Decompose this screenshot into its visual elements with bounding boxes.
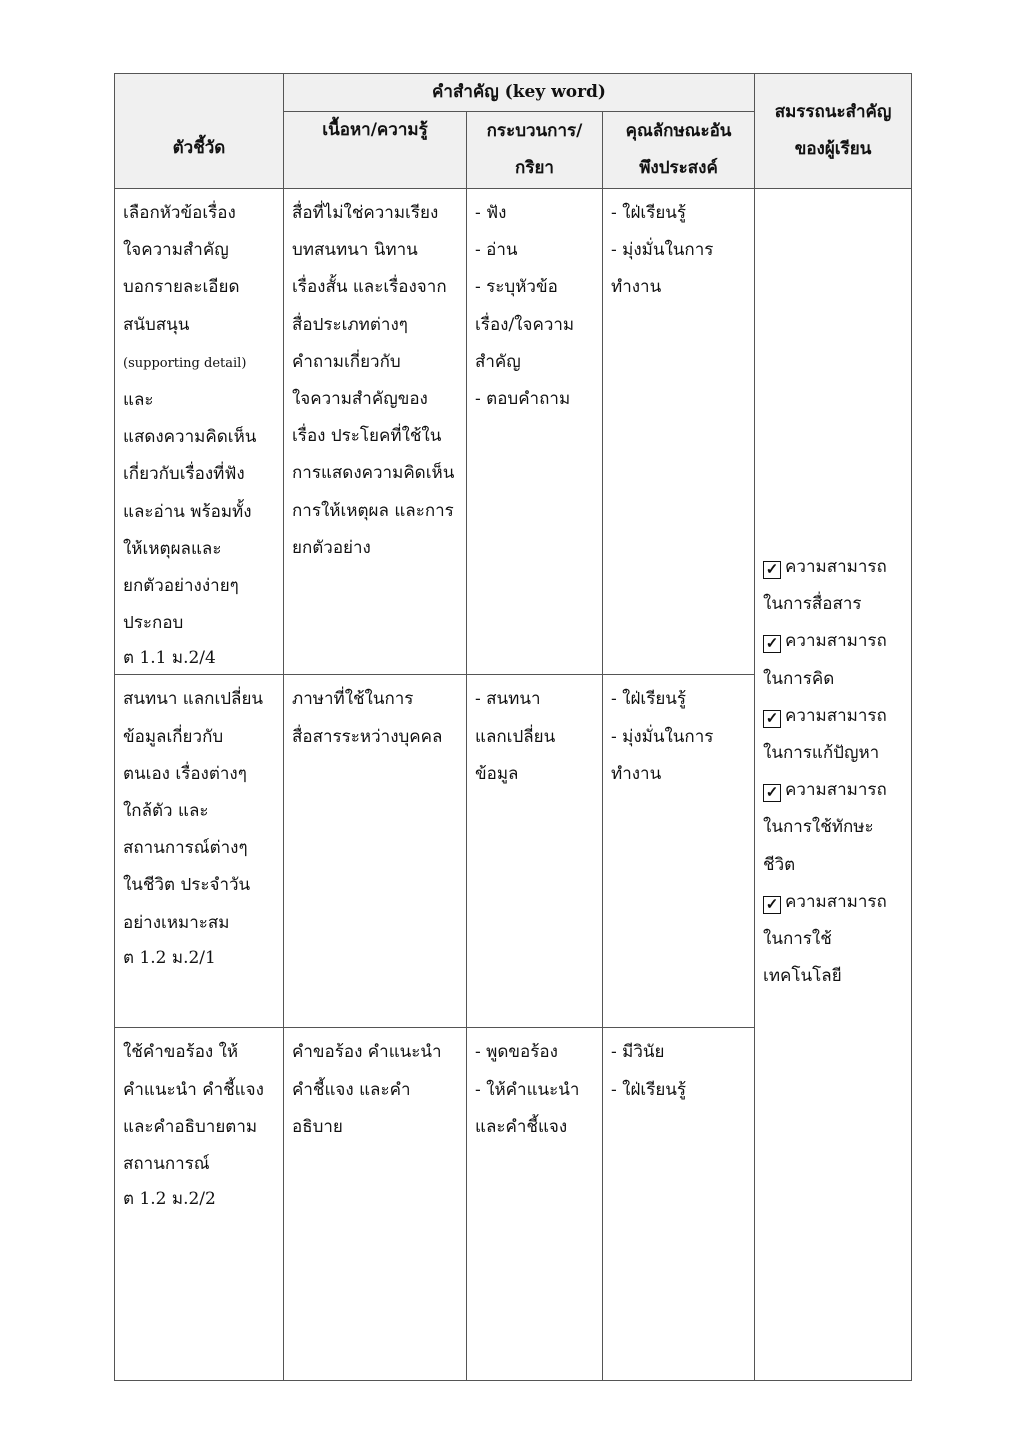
process-cell xyxy=(467,1028,603,1381)
indicator-line: ให้เหตุผลและ xyxy=(123,538,222,559)
content-line: ภาษาที่ใช้ในการ xyxy=(292,689,414,710)
content-line: คำชี้แจง และคำอธิบาย xyxy=(292,1079,411,1137)
indicator-line: สถานการณ์ xyxy=(123,1154,210,1175)
indicator-cell xyxy=(115,675,284,1028)
checked-box-icon: ✓ xyxy=(763,561,781,579)
attribute-cell xyxy=(603,1028,755,1381)
header-attribute xyxy=(603,112,755,189)
process-line: - ให้คำแนะนำ xyxy=(475,1079,580,1100)
checked-box-icon: ✓ xyxy=(763,635,781,653)
content-line: การให้เหตุผล และการ xyxy=(292,500,454,521)
indicator-code: ต 1.2 ม.2/1 xyxy=(123,947,216,968)
indicator-line: สถานการณ์ต่างๆ xyxy=(123,838,248,859)
indicator-line: คำแนะนำ คำชี้แจง xyxy=(123,1079,264,1100)
competency-line: ในการแก้ปัญหา xyxy=(763,743,880,764)
process-line: ข้อมูล xyxy=(475,763,519,784)
indicator-line: ใกล้ตัว และ xyxy=(123,801,209,822)
checked-box-icon: ✓ xyxy=(763,784,781,802)
process-line: - สนทนา xyxy=(475,689,541,710)
attribute-line: - ใฝ่เรียนรู้ xyxy=(611,689,687,710)
attribute-line: ทำงาน xyxy=(611,277,662,298)
content-line: ยกตัวอย่าง xyxy=(292,537,371,558)
competency-item xyxy=(763,623,903,660)
competency-label: ความสามารถ xyxy=(785,891,887,912)
content-line: คำขอร้อง คำแนะนำ xyxy=(292,1042,442,1063)
attribute-line: ทำงาน xyxy=(611,763,662,784)
content-line: ใจความสำคัญของ xyxy=(292,389,428,410)
header-process-line1: กระบวนการ/ xyxy=(486,121,583,141)
process-cell xyxy=(467,675,603,1028)
indicator-line: และอ่าน พร้อมทั้ง xyxy=(123,501,252,522)
indicator-line: ใจความสำคัญ xyxy=(123,240,229,261)
process-line: และคำชี้แจง xyxy=(475,1116,568,1137)
indicator-line: บอกรายละเอียด xyxy=(123,277,240,298)
indicator-cell xyxy=(115,189,284,675)
process-line: - อ่าน xyxy=(475,240,518,261)
content-line: การแสดงความคิดเห็น xyxy=(292,463,455,484)
process-line: สำคัญ xyxy=(475,351,521,372)
attribute-cell xyxy=(603,675,755,1028)
competency-label: ความสามารถ xyxy=(785,631,887,652)
attribute-line: - มุ่งมั่นในการ xyxy=(611,240,714,261)
content-line: บทสนทนา นิทาน xyxy=(292,240,418,261)
competency-item xyxy=(763,549,903,586)
supporting-detail-text: (supporting detail) xyxy=(123,355,247,371)
indicator-line: ในชีวิต ประจำวัน xyxy=(123,875,251,896)
content-cell xyxy=(284,675,467,1028)
checked-box-icon: ✓ xyxy=(763,896,781,914)
competency-line: ชีวิต xyxy=(763,854,796,875)
competency-line: ในการคิด xyxy=(763,668,835,689)
header-process xyxy=(467,112,603,189)
competency-item xyxy=(763,698,903,735)
indicator-line: และคำอธิบายตาม xyxy=(123,1116,258,1137)
header-attribute-line2: พึงประสงค์ xyxy=(639,158,718,178)
content-line: สื่อที่ไม่ใช่ความเรียง xyxy=(292,203,439,223)
attribute-line: - ใฝ่เรียนรู้ xyxy=(611,1079,687,1100)
competency-line: ในการใช้ทักษะ xyxy=(763,817,874,838)
header-competency xyxy=(755,74,912,189)
content-line: เรื่อง ประโยคที่ใช้ใน xyxy=(292,426,442,447)
competency-cell xyxy=(755,189,912,1381)
header-competency-line2: ของผู้เรียน xyxy=(794,139,872,159)
process-line: - ระบุหัวข้อ xyxy=(475,277,558,298)
header-keyword: คำสำคัญ (key word) xyxy=(284,74,755,112)
content-line: คำถามเกี่ยวกับ xyxy=(292,351,401,372)
checked-box-icon: ✓ xyxy=(763,710,781,728)
attribute-line: - มีวินัย xyxy=(611,1042,665,1063)
table-row xyxy=(115,189,912,675)
indicator-line: ยกตัวอย่างง่ายๆ xyxy=(123,576,239,597)
content-line: สื่อสารระหว่างบุคคล xyxy=(292,726,443,747)
indicator-tail: และ xyxy=(123,390,154,411)
process-line: - ตอบคำถาม xyxy=(475,389,571,410)
indicator-code: ต 1.1 ม.2/4 xyxy=(123,648,216,669)
content-line: เรื่องสั้น และเรื่องจาก xyxy=(292,277,447,298)
process-cell xyxy=(467,189,603,675)
attribute-cell xyxy=(603,189,755,675)
indicator-line: แสดงความคิดเห็น xyxy=(123,427,257,448)
competency-label: ความสามารถ xyxy=(785,557,887,577)
competency-item xyxy=(763,884,903,921)
indicator-line: อย่างเหมาะสม xyxy=(123,912,230,933)
competency-item xyxy=(763,772,903,809)
competency-label: ความสามารถ xyxy=(785,705,887,726)
content-line: สื่อประเภทต่างๆ xyxy=(292,314,408,335)
process-line: - พูดขอร้อง xyxy=(475,1042,558,1063)
content-cell xyxy=(284,1028,467,1381)
indicator-line: สนทนา แลกเปลี่ยน xyxy=(123,689,264,710)
indicator-line: สนับสนุน xyxy=(123,314,190,335)
header-attribute-line1: คุณลักษณะอัน xyxy=(625,121,732,141)
attribute-line: - ใฝ่เรียนรู้ xyxy=(611,203,687,223)
indicator-code: ต 1.2 ม.2/2 xyxy=(123,1189,216,1210)
competency-line: ในการสื่อสาร xyxy=(763,594,862,615)
competency-label: ความสามารถ xyxy=(785,780,887,801)
competency-line: เทคโนโลยี xyxy=(763,966,842,987)
indicator-line xyxy=(123,344,275,419)
attribute-line: - มุ่งมั่นในการ xyxy=(611,726,714,747)
indicator-line: ตนเอง เรื่องต่างๆ xyxy=(123,763,247,784)
header-content: เนื้อหา/ความรู้ xyxy=(284,112,467,189)
process-line: - ฟัง xyxy=(475,203,507,223)
indicator-line: เกี่ยวกับเรื่องที่ฟัง xyxy=(123,464,245,485)
content-cell xyxy=(284,189,467,675)
indicator-line: ใช้คำขอร้อง ให้ xyxy=(123,1042,239,1063)
process-line: เรื่อง/ใจความ xyxy=(475,314,575,335)
indicator-line: ประกอบ xyxy=(123,613,184,634)
competency-line: ในการใช้ xyxy=(763,929,832,950)
header-competency-line1: สมรรถนะสำคัญ xyxy=(774,102,892,122)
header-process-line2: กริยา xyxy=(515,158,554,178)
indicator-line: ข้อมูลเกี่ยวกับ xyxy=(123,726,224,747)
curriculum-table xyxy=(114,73,912,1381)
process-line: แลกเปลี่ยน xyxy=(475,726,556,747)
header-indicator: ตัวชี้วัด xyxy=(115,74,284,189)
indicator-line: เลือกหัวข้อเรื่อง xyxy=(123,203,236,223)
indicator-cell xyxy=(115,1028,284,1381)
